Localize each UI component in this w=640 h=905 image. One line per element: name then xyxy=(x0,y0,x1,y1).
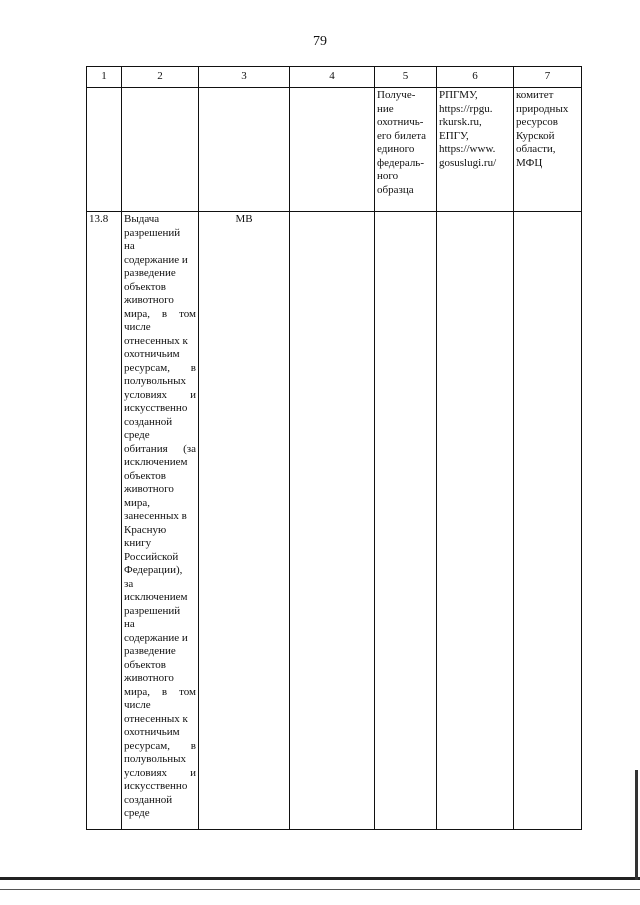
text-line: Курской xyxy=(516,129,555,142)
text-line: Федерации), xyxy=(124,564,183,576)
text-line: Получе- xyxy=(377,89,416,101)
text-line: содержание и xyxy=(124,253,188,266)
cell-number xyxy=(87,88,122,212)
text-line: охотничь- xyxy=(377,116,424,128)
text-line: объектов xyxy=(124,280,166,293)
scan-edge-mark xyxy=(635,770,638,880)
text-line: числе xyxy=(124,321,151,333)
text-line: созданной xyxy=(124,415,173,428)
scan-border-line xyxy=(0,877,640,880)
text-line: за xyxy=(124,577,134,590)
text-line: животного xyxy=(124,672,174,684)
text-line: охотничьим xyxy=(124,348,180,360)
text-line: животного xyxy=(124,294,174,306)
text-line: ресурсов xyxy=(516,116,558,128)
header-col-4: 4 xyxy=(290,67,375,88)
text-line: мира, в том xyxy=(124,307,196,320)
page-number: 79 xyxy=(313,34,327,49)
text-line: отнесенных к xyxy=(124,334,188,347)
text-line: ресурсам, в xyxy=(124,739,196,752)
scan-border-line xyxy=(0,889,640,890)
text-line: на xyxy=(124,618,135,630)
text-line: РПГМУ, xyxy=(439,89,478,101)
text-line: полувольных xyxy=(124,753,186,765)
text-line: комитет xyxy=(516,89,554,101)
text-line: среде xyxy=(124,807,150,819)
cell-code: МВ xyxy=(199,212,290,830)
text-line: ного xyxy=(377,170,399,182)
text-line: исключением xyxy=(124,456,188,468)
text-line: полувольных xyxy=(124,375,186,387)
text-line: содержание и xyxy=(124,631,188,644)
text-line: https://www. xyxy=(439,143,496,155)
cell-service-name xyxy=(122,212,199,830)
text-line: образца xyxy=(377,183,414,196)
header-col-2: 2 xyxy=(122,67,199,88)
table-row xyxy=(87,212,582,830)
header-col-6: 6 xyxy=(437,67,514,88)
cell-portals xyxy=(437,88,514,212)
table-row xyxy=(87,88,582,212)
text-line: книгу xyxy=(124,537,152,549)
cell-result xyxy=(375,88,437,212)
text-line: объектов xyxy=(124,469,166,482)
cell-authority xyxy=(514,88,582,212)
text-line: обитания (за xyxy=(124,442,196,455)
text-line: разведение xyxy=(124,267,176,279)
text-line: федераль- xyxy=(377,156,424,169)
text-line: ресурсам, в xyxy=(124,361,196,374)
text-line: gosuslugi.ru/ xyxy=(439,156,497,169)
text-line: области, xyxy=(516,143,556,155)
text-line: его билета xyxy=(377,129,427,142)
cell-empty xyxy=(290,88,375,212)
text-line: объектов xyxy=(124,658,166,671)
cell-code xyxy=(199,88,290,212)
header-col-7: 7 xyxy=(514,67,582,88)
cell-empty xyxy=(514,212,582,830)
text-line: ЕПГУ, xyxy=(439,129,469,142)
text-line: охотничьим xyxy=(124,726,180,738)
header-col-1: 1 xyxy=(87,67,122,88)
services-table xyxy=(86,66,582,830)
text-line: искусственно xyxy=(124,780,188,792)
header-col-3: 3 xyxy=(199,67,290,88)
text-line: разрешений xyxy=(124,604,181,617)
text-line: разведение xyxy=(124,645,176,657)
text-line: животного xyxy=(124,483,174,495)
text-line: мира, в том xyxy=(124,685,196,698)
text-line: Российской xyxy=(124,550,179,563)
text-line: ние xyxy=(377,102,394,115)
text-line: искусственно xyxy=(124,402,188,414)
text-line: среде xyxy=(124,429,150,441)
cell-empty xyxy=(375,212,437,830)
text-line: https://rpgu. xyxy=(439,102,493,115)
text-line: числе xyxy=(124,699,151,711)
text-line: разрешений xyxy=(124,226,181,239)
text-line: условиях и xyxy=(124,388,196,401)
text-line: занесенных в xyxy=(124,510,187,522)
text-line: условиях и xyxy=(124,766,196,779)
cell-service-name xyxy=(122,88,199,212)
cell-empty xyxy=(437,212,514,830)
cell-number: 13.8 xyxy=(87,212,122,830)
text-line: отнесенных к xyxy=(124,712,188,725)
text-line: Выдача xyxy=(124,213,160,225)
text-line: мира, xyxy=(124,496,150,509)
header-row xyxy=(87,67,582,88)
text-line: rkursk.ru, xyxy=(439,116,482,128)
text-line: на xyxy=(124,240,135,252)
text-line: природных xyxy=(516,102,569,115)
text-line: созданной xyxy=(124,793,173,806)
cell-empty xyxy=(290,212,375,830)
header-col-5: 5 xyxy=(375,67,437,88)
text-line: Красную xyxy=(124,523,167,536)
text-line: исключением xyxy=(124,591,188,603)
text-line: единого xyxy=(377,143,415,155)
text-line: МФЦ xyxy=(516,156,543,169)
